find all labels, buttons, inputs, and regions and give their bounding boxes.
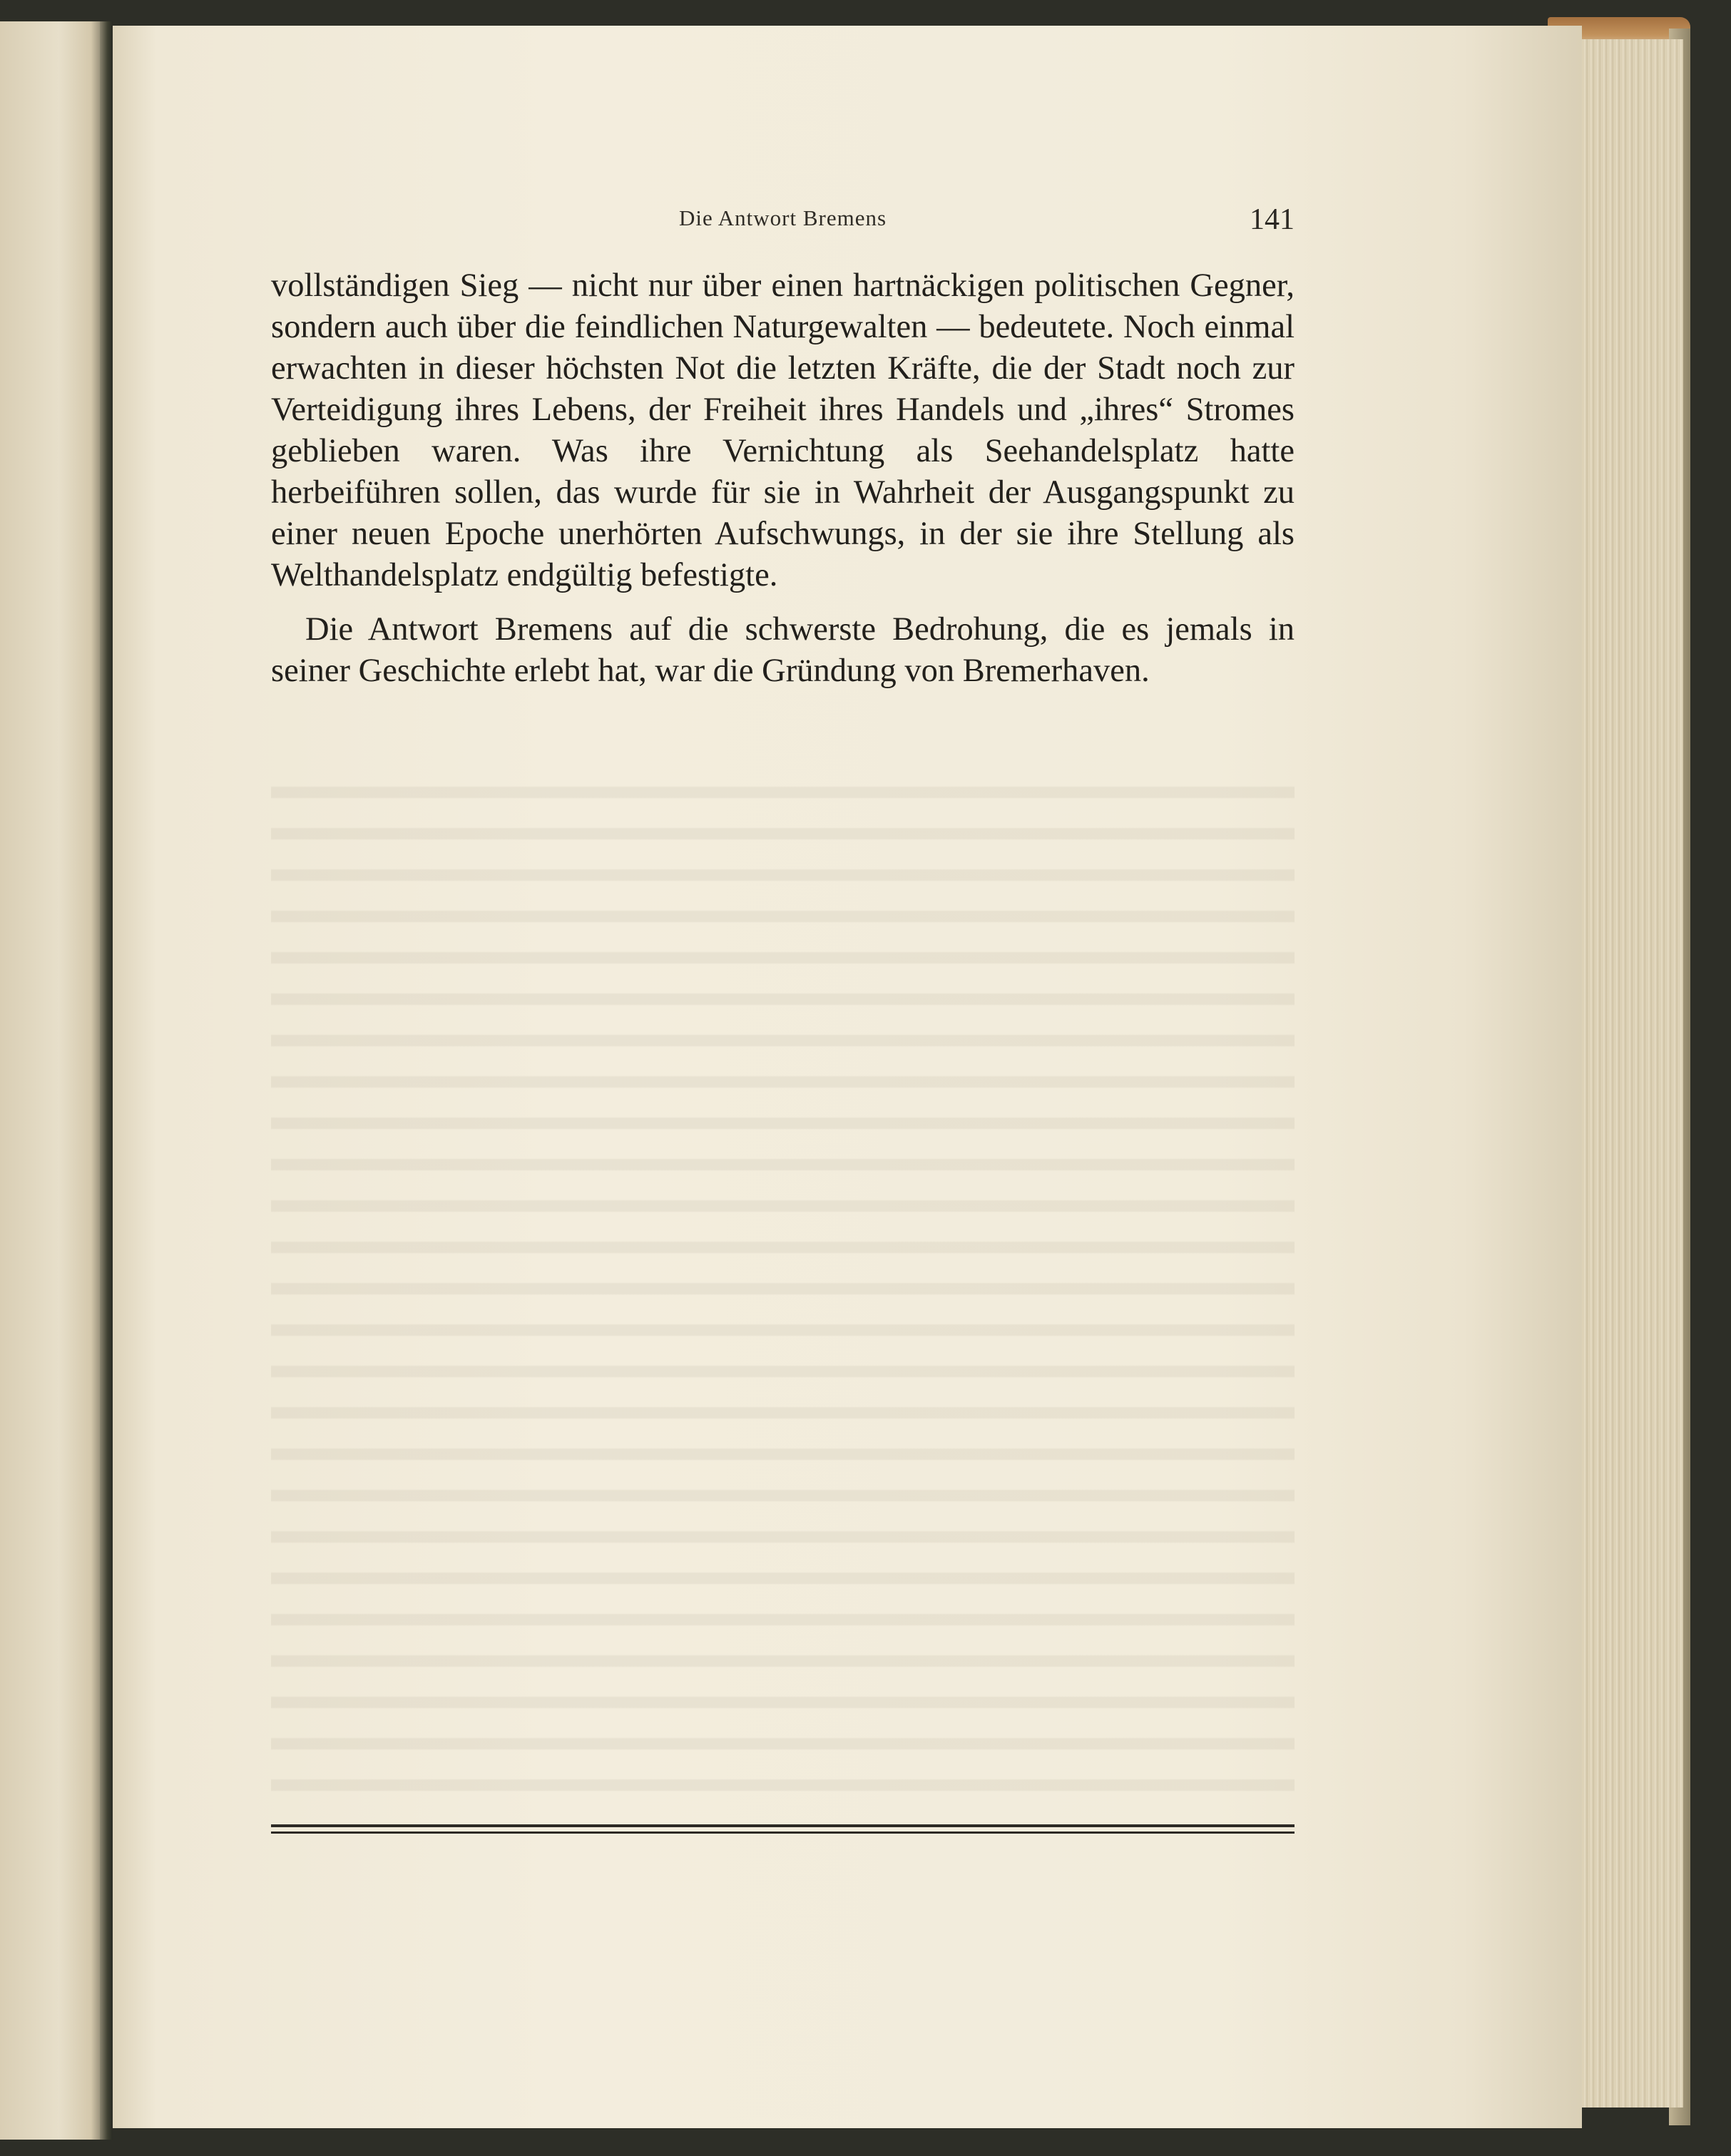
running-head-title: Die Antwort Bremens [678,205,887,230]
footer-rule-thick [271,1824,1295,1827]
facing-page-left [0,21,107,2140]
footer-rule-thin [271,1831,1295,1834]
book-gutter [100,21,113,2140]
paragraph: vollständigen Sieg — nicht nur über einen hartnäckigen politischen Gegner, sondern auch über die feindlichen Naturgewalten — bedeutete. Noch einmal erwachten in dieser höchsten Not die letzten Kräfte, die der Stadt noch zur Verteidigung ihres Lebens, der Freiheit ihres Handels und „ihres“ Stromes geblieben waren. Was ihre Vernichtung als Seehandelsplatz hatte herbeiführen sollen, das wurde für sie in Wahrheit der Ausgangspunkt zu einer neuen Epoche unerhörten Aufschwungs, in der sie ihre Stellung als Welthandelsplatz endgültig befestigte. [271,267,1295,593]
page-fore-edge [1576,39,1683,2108]
paragraph: Die Antwort Bremens auf die schwerste Bedrohung, die es jemals in seiner Geschichte erlebt hat, war die Gründung von Bremerhaven. [271,611,1295,689]
body-text [271,265,1295,692]
running-header [271,198,1295,241]
page-number: 141 [1250,203,1295,236]
bleed-through-text [271,770,1295,1804]
